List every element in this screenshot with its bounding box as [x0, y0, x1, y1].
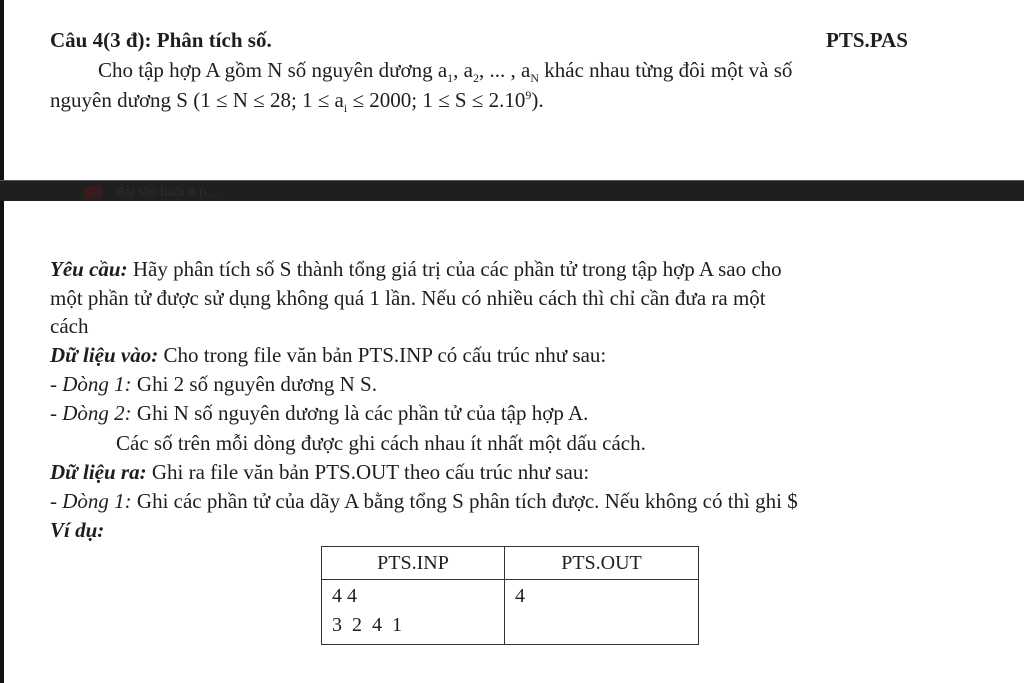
input-spec-heading: Dữ liệu vào: Cho trong file văn bản PTS.INP có cấu trúc như sau:: [50, 343, 607, 367]
output-spec-label: Dữ liệu ra:: [50, 460, 147, 484]
left-border: [0, 0, 4, 683]
document-icon: [84, 186, 102, 199]
example-table: [321, 546, 699, 645]
output-spec-row-1: - Dòng 1: Ghi các phần tử của dãy A bằng tổng S phân tích được. Nếu không có thì ghi $: [50, 489, 798, 513]
intro-line-1: Cho tập hợp A gồm N số nguyên dương $a_1$, $a_2$, ... , $a_N$ khác nhau từng đôi một và số: [98, 58, 793, 86]
source-filename: PTS.PAS: [826, 28, 908, 52]
problem-title: Câu 4(3 đ): Phân tích số.: [50, 28, 272, 52]
requirement-line-2: một phần tử được sử dụng không quá 1 lần. Nếu có nhiều cách thì chỉ cần đưa ra một: [50, 286, 766, 310]
overlay-tab-title: Bài tập buổi 8 p...: [116, 184, 218, 199]
input-spec-row-1: - Dòng 1: Ghi 2 số nguyên dương N S.: [50, 372, 377, 396]
example-input-line-1: 4 4: [332, 585, 357, 607]
input-spec-note: Các số trên mỗi dòng được ghi cách nhau ít nhất một dấu cách.: [116, 431, 646, 455]
intro-line-2: nguyên dương S (1 ≤ N ≤ 28; $1 \le a_i \le 2000$; $1 \le S \le 2.10^9$).: [50, 88, 544, 116]
input-spec-row-2: - Dòng 2: Ghi N số nguyên dương là các phần tử của tập hợp A.: [50, 401, 589, 425]
example-input-cell: [322, 580, 505, 645]
overlay-tab-bar: [0, 180, 1024, 201]
requirement-line-3: cách: [50, 314, 89, 338]
output-spec-heading: Dữ liệu ra: Ghi ra file văn bản PTS.OUT theo cấu trúc như sau:: [50, 460, 590, 484]
example-label: Ví dụ:: [50, 518, 105, 542]
example-header-output: PTS.OUT: [505, 547, 699, 580]
example-input-line-2: 3 2 4 1: [332, 614, 402, 636]
example-output-cell: [505, 580, 699, 645]
example-header-input: PTS.INP: [322, 547, 505, 580]
requirement-line-1: Yêu cầu: Hãy phân tích số S thành tổng giá trị của các phần tử trong tập hợp A sao cho: [50, 257, 782, 281]
requirement-label: Yêu cầu:: [50, 257, 128, 281]
input-spec-label: Dữ liệu vào:: [50, 343, 159, 367]
example-output-line-1: 4: [515, 585, 525, 607]
